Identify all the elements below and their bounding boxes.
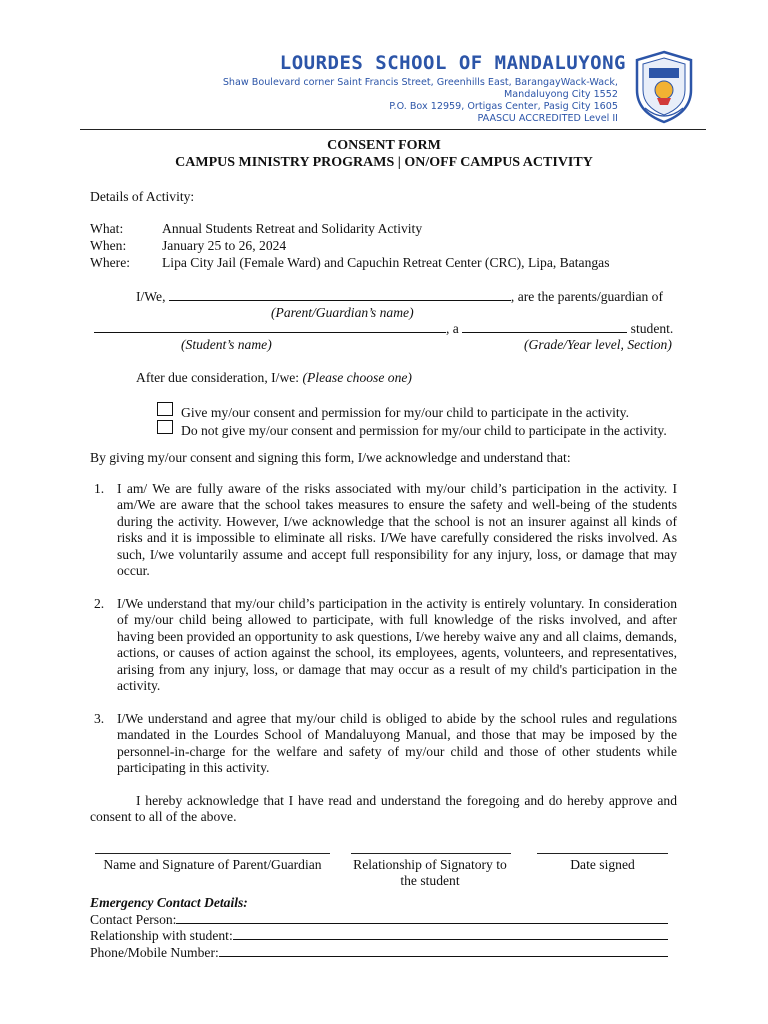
choose-one-text: (Please choose one) [302, 370, 412, 385]
what-value: Annual Students Retreat and Solidarity Activity [162, 221, 423, 236]
relationship-blank[interactable] [233, 927, 668, 940]
when-value: January 25 to 26, 2024 [162, 238, 287, 253]
parents-of-text: , are the parents/guardian of [510, 289, 663, 304]
date-signed-label: Date signed [570, 857, 635, 872]
no-consent-label: Do not give my/our consent and permission for my/our child to participate in the activity. [181, 423, 667, 438]
item-number: 3. [94, 711, 105, 726]
school-address-line1: Shaw Boulevard corner Saint Francis Street, Greenhills East, BarangayWack-Wack, [222, 77, 618, 88]
emergency-title: Emergency Contact Details: [90, 895, 248, 910]
parent-signature-label: Name and Signature of Parent/Guardian [103, 857, 322, 872]
student-name-blank[interactable] [94, 320, 446, 333]
item-text: I am/ We are fully aware of the risks associated with my/our child’s participation in the activity. I am/We are aware that the school takes measures to ensure the safety and well-being of the students during the activity. However, I/we acknowledge that the school is not an insurer against all kinds of risks and it is impossible to eliminate all risks. I/We have carefully considered the risks involved. As such, I/we voluntarily assume and accept full responsibility for any injury, loss, or damage that may occur. [117, 481, 677, 579]
grade-section-blank[interactable] [462, 320, 627, 333]
phone-blank[interactable] [219, 944, 668, 957]
student-caption: (Student’s name) [181, 337, 272, 352]
relationship-row [90, 927, 668, 944]
final-statement: I hereby acknowledge that I have read and understand the foregoing and do hereby approve and consent to all of the above. [90, 793, 677, 825]
relationship-label: Relationship with student: [90, 928, 233, 943]
student-line [94, 320, 673, 337]
form-subtitle: CAMPUS MINISTRY PROGRAMS | ON/OFF CAMPUS ACTIVITY [175, 155, 593, 170]
parent-signature-line[interactable] [95, 853, 330, 854]
contact-person-label: Contact Person: [90, 912, 177, 927]
no-consent-checkbox[interactable] [157, 420, 173, 434]
item-number: 1. [94, 481, 105, 496]
phone-label: Phone/Mobile Number: [90, 945, 219, 960]
date-signed-line[interactable] [537, 853, 668, 854]
parent-caption: (Parent/Guardian’s name) [271, 305, 414, 320]
acknowledge-intro: By giving my/our consent and signing this form, I/we acknowledge and understand that: [90, 450, 571, 465]
give-consent-label: Give my/our consent and permission for my/our child to participate in the activity. [181, 405, 629, 420]
item-text: I/We understand that my/our child’s participation in the activity is entirely voluntary. In consideration of my/our child being allowed to participate, with full knowledge of the risks involved, and after having been provided an opportunity to ask questions, I/we hereby waive any and all claims, demands, actions, or causes of action against the school, its employees, agents, volunteers, and representatives, arising from any injury, loss, or damage that may occur as a result of my child's participation in the activity. [117, 596, 677, 694]
where-label: Where: [90, 255, 130, 270]
phone-row [90, 944, 668, 961]
relationship-signature-line[interactable] [351, 853, 511, 854]
form-title: CONSENT FORM [327, 138, 441, 153]
school-address-line3: P.O. Box 12959, Ortigas Center, Pasig City 1605 [389, 101, 618, 112]
what-label: What: [90, 221, 124, 236]
give-consent-checkbox[interactable] [157, 402, 173, 416]
school-address-line2: Mandaluyong City 1552 [504, 89, 618, 100]
header-divider [80, 129, 706, 130]
school-seal-logo [633, 50, 695, 124]
iwe-text: I/We, [136, 289, 166, 304]
relationship-signature-label: Relationship of Signatory to the student [353, 857, 507, 889]
contact-person-row [90, 911, 668, 928]
where-value: Lipa City Jail (Female Ward) and Capuchin Retreat Center (CRC), Lipa, Batangas [162, 255, 610, 270]
student-text: student. [630, 321, 674, 336]
school-name: LOURDES SCHOOL OF MANDALUYONG [279, 52, 626, 74]
parent-line [136, 288, 663, 305]
details-label: Details of Activity: [90, 189, 195, 204]
grade-caption: (Grade/Year level, Section) [524, 337, 672, 352]
consideration-line [136, 370, 412, 386]
contact-person-blank[interactable] [176, 911, 668, 924]
item-number: 2. [94, 596, 105, 611]
when-label: When: [90, 238, 127, 253]
a-text: , a [446, 321, 459, 336]
item-text: I/We understand and agree that my/our child is obliged to abide by the school rules and regulations mandated in the Lourdes School of Mandaluyong Manual, and those that may be imposed by the personnel-in-charge for the welfare and safety of my/our child and those of other students while participating in this activity. [117, 711, 677, 776]
parent-name-blank[interactable] [169, 288, 511, 301]
consideration-text: After due consideration, I/we: [136, 370, 303, 385]
school-address-line4: PAASCU ACCREDITED Level II [477, 113, 618, 123]
